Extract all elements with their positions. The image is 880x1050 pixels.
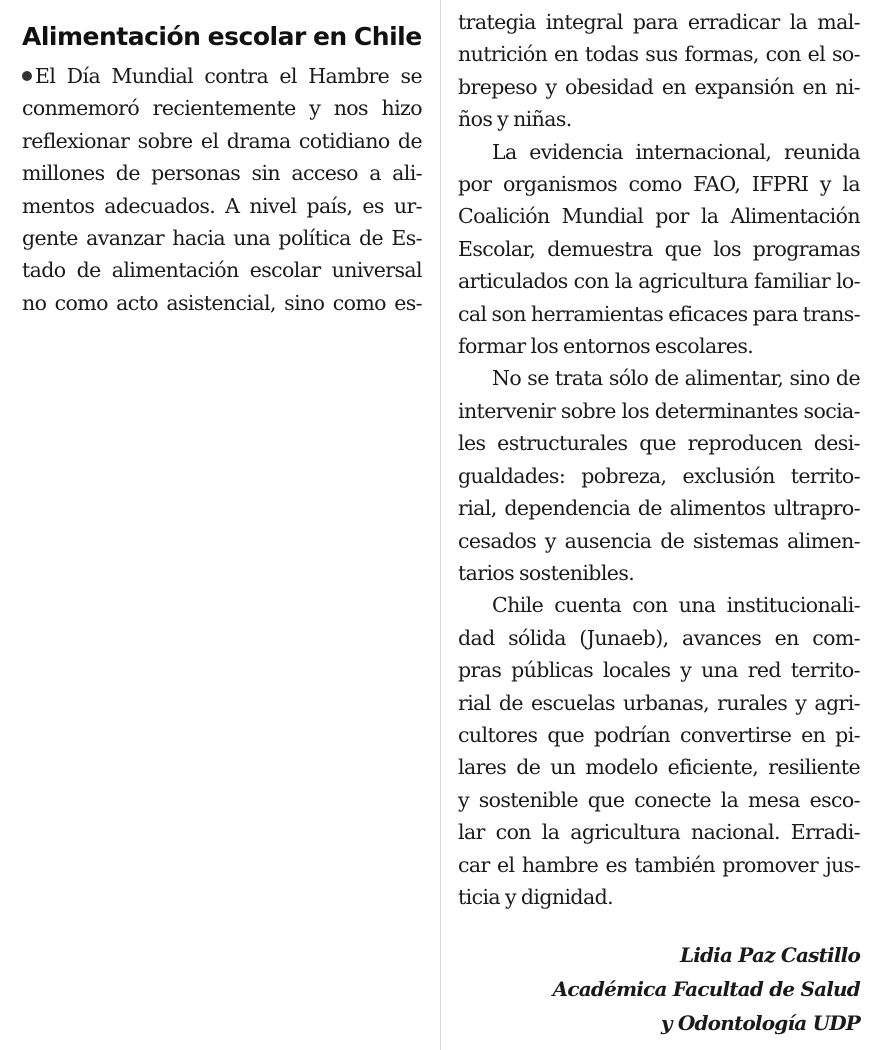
body-line: cal son herramientas eficaces para trans- <box>458 301 860 326</box>
bullet-icon <box>22 71 32 81</box>
body-line: cesados y ausencia de sistemas alimen- <box>458 528 860 553</box>
body-line: lar con la agricultura nacional. Erradi- <box>458 820 860 845</box>
body-line: millones de personas sin acceso a ali- <box>22 161 422 186</box>
body-line: les estructurales que reproducen desi- <box>458 431 860 456</box>
column-divider <box>440 0 441 1050</box>
author-name: Lidia Paz Castillo <box>679 943 860 967</box>
paragraph-2 <box>458 136 860 363</box>
left-paragraph <box>22 60 422 319</box>
body-line: ticia y dignidad. <box>458 884 614 909</box>
body-line: conmemoró recientemente y nos hizo <box>22 96 422 121</box>
body-line: y sostenible que conecte la mesa esco- <box>458 787 860 812</box>
body-line: El Día Mundial contra el Hambre se <box>22 60 422 92</box>
paragraph-1 <box>458 6 860 136</box>
body-line: brepeso y obesidad en expansión en ni- <box>458 74 860 99</box>
body-line: no como acto asistencial, sino como es- <box>22 290 422 315</box>
paragraph-3 <box>458 362 860 589</box>
body-line: intervenir sobre los determinantes socia- <box>458 398 860 423</box>
author-institution: y Odontología UDP <box>660 1011 860 1035</box>
body-line: No se trata sólo de alimentar, sino de <box>492 366 860 391</box>
body-line: lares de un modelo eficiente, resiliente <box>458 755 860 780</box>
body-line: rial, dependencia de alimentos ultrapro- <box>458 496 860 521</box>
body-line: trategia integral para erradicar la mal- <box>458 10 860 34</box>
body-line: gente avanzar hacia una política de Es- <box>22 226 422 251</box>
article-title: Alimentación escolar en Chile <box>22 22 422 51</box>
body-line: por organismos como FAO, IFPRI y la <box>458 172 860 197</box>
body-line: ños y niñas. <box>458 107 572 132</box>
body-line: Coalición Mundial por la Alimentación <box>458 204 860 229</box>
left-column <box>22 0 422 319</box>
body-line: car el hambre es también promover jus- <box>458 852 860 877</box>
body-line: La evidencia internacional, reunida <box>492 139 860 164</box>
body-line: tarios sostenibles. <box>458 560 635 585</box>
body-line: nutrición en todas sus formas, con el so- <box>458 42 860 67</box>
body-line: mentos adecuados. A nivel país, es ur- <box>22 193 422 218</box>
body-line: cultores que podrían convertirse en pi- <box>458 722 860 747</box>
paragraph-4 <box>458 589 860 913</box>
author-role: Académica Facultad de Salud <box>552 977 860 1001</box>
body-line: reflexionar sobre el drama cotidiano de <box>22 128 422 153</box>
author-signature <box>480 938 860 1040</box>
body-line: gualdades: pobreza, exclusión territo- <box>458 463 860 488</box>
body-line: pras públicas locales y una red territo- <box>458 658 860 683</box>
right-column <box>458 0 860 913</box>
body-line: articulados con la agricultura familiar lo- <box>458 269 860 294</box>
body-line: tado de alimentación escolar universal <box>22 258 422 283</box>
body-line: Chile cuenta con una institucionali- <box>492 593 860 618</box>
body-line: formar los entornos escolares. <box>458 334 754 359</box>
body-line: Escolar, demuestra que los programas <box>458 236 860 261</box>
body-line: rial de escuelas urbanas, rurales y agri- <box>458 690 860 715</box>
body-line: dad sólida (Junaeb), avances en com- <box>458 625 860 650</box>
